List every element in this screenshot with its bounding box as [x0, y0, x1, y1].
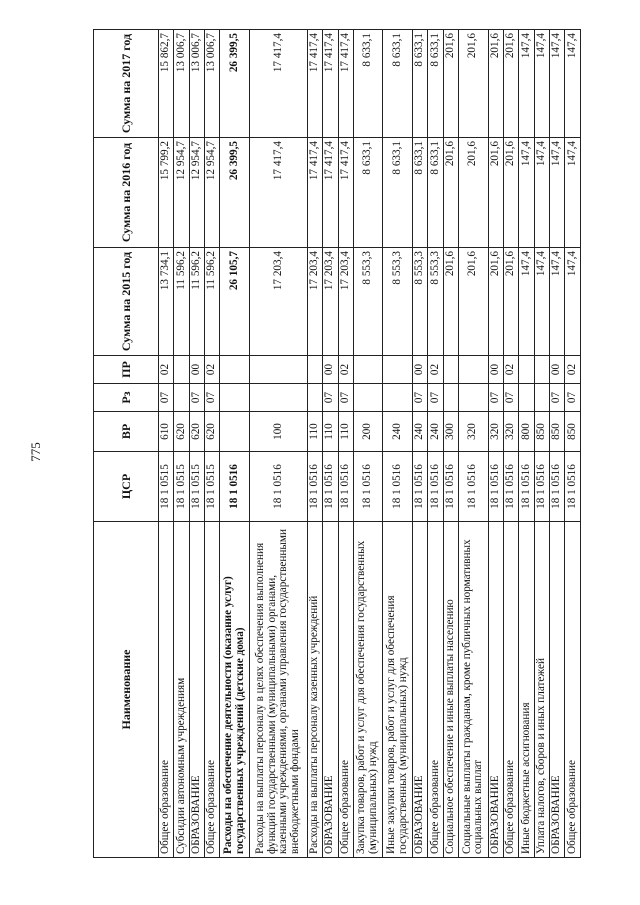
table-row — [383, 30, 413, 858]
cell-csr: 18 1 0516 — [503, 452, 518, 522]
table-row — [565, 30, 581, 858]
cell-name: ОБРАЗОВАНИЕ — [550, 522, 565, 858]
cell-name: ОБРАЗОВАНИЕ — [323, 522, 338, 858]
cell-pr: 02 — [503, 356, 518, 384]
cell-csr: 18 1 0515 — [159, 452, 174, 522]
table-row — [338, 30, 353, 858]
cell-sum-2016: 12 954,7 — [205, 138, 220, 248]
header-pr: ПР — [94, 356, 159, 384]
cell-rz — [443, 384, 458, 412]
table-row — [550, 30, 565, 858]
cell-name: Иные закупки товаров, работ и услуг для обеспечения государственных (муниципальных) нужд — [383, 522, 413, 858]
cell-sum-2016: 147,4 — [550, 138, 565, 248]
cell-sum-2016: 8 633,1 — [428, 138, 443, 248]
cell-sum-2015: 13 734,1 — [159, 248, 174, 356]
table-row — [519, 30, 534, 858]
cell-rz — [459, 384, 489, 412]
cell-vr: 300 — [443, 412, 458, 452]
cell-sum-2017: 201,6 — [503, 30, 518, 138]
cell-sum-2015: 147,4 — [519, 248, 534, 356]
header-rz: Рз — [94, 384, 159, 412]
cell-vr: 240 — [412, 412, 427, 452]
cell-csr: 18 1 0516 — [488, 452, 503, 522]
cell-vr: 320 — [503, 412, 518, 452]
cell-vr: 100 — [249, 412, 307, 452]
cell-rz: 07 — [503, 384, 518, 412]
cell-csr: 18 1 0516 — [220, 452, 250, 522]
cell-sum-2017: 17 417,4 — [323, 30, 338, 138]
cell-sum-2016: 201,6 — [459, 138, 489, 248]
cell-sum-2016: 147,4 — [565, 138, 581, 248]
cell-csr: 18 1 0516 — [249, 452, 307, 522]
cell-sum-2016: 17 417,4 — [338, 138, 353, 248]
cell-name: Общее образование — [205, 522, 220, 858]
cell-name: Расходы на выплаты персоналу казенных учреждений — [307, 522, 322, 858]
cell-sum-2017: 147,4 — [534, 30, 549, 138]
cell-name: Общее образование — [503, 522, 518, 858]
cell-rz: 07 — [338, 384, 353, 412]
cell-rz: 07 — [159, 384, 174, 412]
cell-rz: 07 — [565, 384, 581, 412]
cell-csr: 18 1 0516 — [338, 452, 353, 522]
cell-sum-2015: 201,6 — [443, 248, 458, 356]
cell-sum-2015: 17 203,4 — [323, 248, 338, 356]
cell-rz: 07 — [488, 384, 503, 412]
cell-pr: 00 — [189, 356, 204, 384]
cell-csr: 18 1 0516 — [519, 452, 534, 522]
cell-sum-2017: 147,4 — [550, 30, 565, 138]
cell-name: ОБРАЗОВАНИЕ — [189, 522, 204, 858]
table-row — [534, 30, 549, 858]
cell-pr — [519, 356, 534, 384]
cell-sum-2016: 12 954,7 — [174, 138, 189, 248]
cell-sum-2017: 8 633,1 — [412, 30, 427, 138]
cell-csr: 18 1 0516 — [428, 452, 443, 522]
cell-sum-2016: 12 954,7 — [189, 138, 204, 248]
table-row — [443, 30, 458, 858]
header-csr: ЦСР — [94, 452, 159, 522]
cell-sum-2015: 8 553,3 — [353, 248, 383, 356]
cell-sum-2015: 147,4 — [534, 248, 549, 356]
cell-vr: 850 — [550, 412, 565, 452]
cell-vr: 800 — [519, 412, 534, 452]
header-sum-2017: Сумма на 2017 год — [94, 30, 159, 138]
table-row — [249, 30, 307, 858]
cell-name: Уплата налогов, сборов и иных платежей — [534, 522, 549, 858]
cell-vr: 850 — [565, 412, 581, 452]
table-row — [189, 30, 204, 858]
cell-vr: 240 — [383, 412, 413, 452]
cell-csr: 18 1 0516 — [353, 452, 383, 522]
cell-sum-2015: 147,4 — [550, 248, 565, 356]
budget-table — [93, 29, 581, 858]
cell-rz — [534, 384, 549, 412]
cell-pr: 02 — [159, 356, 174, 384]
cell-vr — [220, 412, 250, 452]
cell-name: Расходы на выплаты персоналу в целях обеспечения выполнения функций государственными (муниципальными) органами, казенными учреждениями, органами управления государственными внебюджетными фондами — [249, 522, 307, 858]
cell-sum-2015: 8 553,3 — [428, 248, 443, 356]
cell-csr: 18 1 0516 — [383, 452, 413, 522]
cell-rz: 07 — [412, 384, 427, 412]
cell-csr: 18 1 0516 — [412, 452, 427, 522]
cell-pr — [353, 356, 383, 384]
cell-rz — [249, 384, 307, 412]
cell-name: Общее образование — [159, 522, 174, 858]
header-name: Наименование — [94, 522, 159, 858]
table-row — [353, 30, 383, 858]
cell-rz: 07 — [550, 384, 565, 412]
cell-csr: 18 1 0515 — [205, 452, 220, 522]
cell-sum-2016: 147,4 — [519, 138, 534, 248]
cell-csr: 18 1 0515 — [174, 452, 189, 522]
cell-pr: 00 — [488, 356, 503, 384]
cell-sum-2016: 17 417,4 — [323, 138, 338, 248]
cell-sum-2015: 17 203,4 — [307, 248, 322, 356]
cell-name: Закупка товаров, работ и услуг для обеспечения государственных (муниципальных) нужд — [353, 522, 383, 858]
cell-sum-2015: 17 203,4 — [338, 248, 353, 356]
cell-csr: 18 1 0516 — [307, 452, 322, 522]
table-row — [307, 30, 322, 858]
cell-sum-2017: 17 417,4 — [249, 30, 307, 138]
cell-sum-2017: 17 417,4 — [338, 30, 353, 138]
table-row — [174, 30, 189, 858]
cell-name: Социальное обеспечение и иные выплаты населению — [443, 522, 458, 858]
cell-csr: 18 1 0516 — [534, 452, 549, 522]
cell-sum-2015: 11 596,2 — [205, 248, 220, 356]
cell-sum-2015: 8 553,3 — [412, 248, 427, 356]
cell-sum-2017: 26 399,5 — [220, 30, 250, 138]
cell-pr: 00 — [550, 356, 565, 384]
cell-sum-2016: 201,6 — [488, 138, 503, 248]
header-sum-2015: Сумма на 2015 год — [94, 248, 159, 356]
table-row — [412, 30, 427, 858]
table-row — [159, 30, 174, 858]
cell-sum-2016: 147,4 — [534, 138, 549, 248]
cell-sum-2016: 201,6 — [443, 138, 458, 248]
table-body — [159, 30, 581, 858]
cell-sum-2015: 11 596,2 — [189, 248, 204, 356]
cell-pr — [534, 356, 549, 384]
cell-name: Иные бюджетные ассигнования — [519, 522, 534, 858]
cell-csr: 18 1 0516 — [459, 452, 489, 522]
cell-vr: 610 — [159, 412, 174, 452]
cell-sum-2015: 201,6 — [459, 248, 489, 356]
cell-sum-2016: 26 399,5 — [220, 138, 250, 248]
header-vr: ВР — [94, 412, 159, 452]
header-sum-2016: Сумма на 2016 год — [94, 138, 159, 248]
cell-sum-2017: 147,4 — [565, 30, 581, 138]
cell-rz: 07 — [323, 384, 338, 412]
cell-pr: 02 — [565, 356, 581, 384]
cell-pr — [249, 356, 307, 384]
cell-sum-2017: 13 006,7 — [205, 30, 220, 138]
cell-sum-2017: 13 006,7 — [174, 30, 189, 138]
cell-name: Общее образование — [428, 522, 443, 858]
cell-sum-2017: 8 633,1 — [428, 30, 443, 138]
cell-sum-2017: 201,6 — [488, 30, 503, 138]
cell-sum-2015: 201,6 — [488, 248, 503, 356]
table-row — [503, 30, 518, 858]
cell-sum-2016: 8 633,1 — [353, 138, 383, 248]
cell-rz — [519, 384, 534, 412]
cell-pr — [307, 356, 322, 384]
cell-pr: 02 — [205, 356, 220, 384]
cell-name: Общее образование — [338, 522, 353, 858]
cell-vr: 110 — [307, 412, 322, 452]
cell-vr: 200 — [353, 412, 383, 452]
cell-name: ОБРАЗОВАНИЕ — [412, 522, 427, 858]
cell-sum-2017: 15 862,7 — [159, 30, 174, 138]
table-row — [459, 30, 489, 858]
cell-pr — [174, 356, 189, 384]
cell-pr: 00 — [323, 356, 338, 384]
cell-vr: 240 — [428, 412, 443, 452]
cell-pr — [443, 356, 458, 384]
cell-pr: 00 — [412, 356, 427, 384]
cell-vr: 110 — [338, 412, 353, 452]
cell-pr: 02 — [338, 356, 353, 384]
cell-name: Социальные выплаты гражданам, кроме публичных нормативных социальных выплат — [459, 522, 489, 858]
table-header-row — [94, 30, 159, 858]
cell-csr: 18 1 0516 — [443, 452, 458, 522]
cell-sum-2015: 11 596,2 — [174, 248, 189, 356]
cell-rz — [220, 384, 250, 412]
cell-sum-2017: 8 633,1 — [353, 30, 383, 138]
cell-pr — [383, 356, 413, 384]
cell-rz — [383, 384, 413, 412]
rotated-table-wrapper — [93, 30, 581, 858]
cell-sum-2017: 201,6 — [459, 30, 489, 138]
cell-sum-2017: 17 417,4 — [307, 30, 322, 138]
table-row — [428, 30, 443, 858]
cell-vr: 620 — [174, 412, 189, 452]
cell-sum-2016: 17 417,4 — [249, 138, 307, 248]
cell-vr: 620 — [205, 412, 220, 452]
page-number: 775 — [28, 442, 43, 462]
cell-sum-2017: 13 006,7 — [189, 30, 204, 138]
cell-sum-2017: 147,4 — [519, 30, 534, 138]
cell-sum-2015: 8 553,3 — [383, 248, 413, 356]
cell-pr — [220, 356, 250, 384]
cell-csr: 18 1 0516 — [565, 452, 581, 522]
cell-sum-2015: 147,4 — [565, 248, 581, 356]
cell-csr: 18 1 0516 — [323, 452, 338, 522]
table-row — [488, 30, 503, 858]
cell-name: Расходы на обеспечение деятельности (оказание услуг) государственных учреждений (детские дома) — [220, 522, 250, 858]
cell-sum-2016: 201,6 — [503, 138, 518, 248]
cell-name: Общее образование — [565, 522, 581, 858]
cell-vr: 110 — [323, 412, 338, 452]
cell-rz — [307, 384, 322, 412]
cell-rz — [174, 384, 189, 412]
cell-pr — [459, 356, 489, 384]
cell-name: ОБРАЗОВАНИЕ — [488, 522, 503, 858]
cell-sum-2015: 26 105,7 — [220, 248, 250, 356]
cell-rz: 07 — [205, 384, 220, 412]
cell-sum-2016: 8 633,1 — [412, 138, 427, 248]
cell-sum-2017: 8 633,1 — [383, 30, 413, 138]
cell-csr: 18 1 0516 — [550, 452, 565, 522]
table-row — [220, 30, 250, 858]
cell-sum-2015: 17 203,4 — [249, 248, 307, 356]
table-row — [205, 30, 220, 858]
table-row — [323, 30, 338, 858]
cell-rz — [353, 384, 383, 412]
cell-sum-2016: 8 633,1 — [383, 138, 413, 248]
cell-sum-2016: 17 417,4 — [307, 138, 322, 248]
cell-name: Субсидии автономным учреждениям — [174, 522, 189, 858]
cell-vr: 320 — [488, 412, 503, 452]
cell-rz: 07 — [189, 384, 204, 412]
cell-pr: 02 — [428, 356, 443, 384]
cell-vr: 850 — [534, 412, 549, 452]
cell-vr: 620 — [189, 412, 204, 452]
cell-sum-2016: 15 799,2 — [159, 138, 174, 248]
cell-csr: 18 1 0515 — [189, 452, 204, 522]
cell-vr: 320 — [459, 412, 489, 452]
cell-rz: 07 — [428, 384, 443, 412]
cell-sum-2015: 201,6 — [503, 248, 518, 356]
cell-sum-2017: 201,6 — [443, 30, 458, 138]
